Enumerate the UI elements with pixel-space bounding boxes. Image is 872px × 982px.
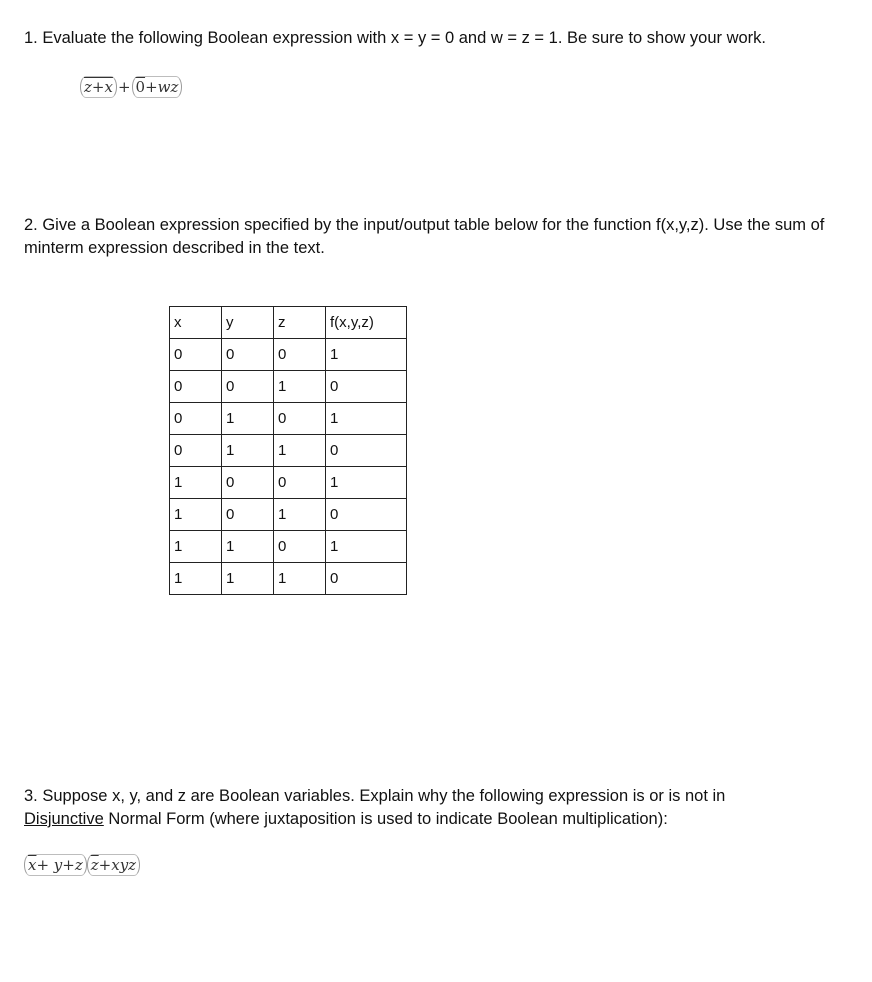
question-1-text: 1. Evaluate the following Boolean expression with x = y = 0 and w = z = 1. Be sure to show your work. <box>24 29 766 47</box>
header-cell-x: x <box>170 307 222 339</box>
table-cell: 0 <box>326 563 407 595</box>
expression-term: +wz <box>145 78 179 96</box>
question-3-text-after: Normal Form (where juxtaposition is used to indicate Boolean multiplication): <box>103 810 668 828</box>
table-row <box>170 435 407 467</box>
table-cell: 0 <box>326 499 407 531</box>
table-cell: 1 <box>274 563 326 595</box>
table-cell: 1 <box>222 403 274 435</box>
table-row <box>170 339 407 371</box>
table-cell: 1 <box>326 467 407 499</box>
table-cell: 1 <box>222 563 274 595</box>
table-header-row <box>170 307 407 339</box>
plus-operator: + <box>117 78 131 96</box>
table-cell: 1 <box>326 339 407 371</box>
question-1-expression <box>80 76 182 98</box>
expression-term: + y+z <box>36 856 83 874</box>
table-cell: 1 <box>274 371 326 403</box>
table-cell: 0 <box>222 371 274 403</box>
table-cell: 0 <box>170 435 222 467</box>
question-3-text <box>24 785 844 831</box>
zero-complement: 0 <box>135 78 146 96</box>
expression-group <box>132 76 183 98</box>
table-cell: 0 <box>326 371 407 403</box>
table-cell: 1 <box>170 531 222 563</box>
expression-group <box>24 854 87 876</box>
table-cell: 1 <box>274 499 326 531</box>
table-cell: 0 <box>222 467 274 499</box>
table-cell: 0 <box>274 339 326 371</box>
expression-group-overlined: z+x <box>80 76 117 98</box>
table-cell: 1 <box>274 435 326 467</box>
expression-term: +xyz <box>98 856 137 874</box>
question-3-expression <box>24 854 140 876</box>
header-cell-y: y <box>222 307 274 339</box>
table-row <box>170 499 407 531</box>
header-cell-f: f(x,y,z) <box>326 307 407 339</box>
table-cell: 0 <box>274 403 326 435</box>
table-row <box>170 403 407 435</box>
table-cell: 1 <box>326 531 407 563</box>
table-row <box>170 371 407 403</box>
table-cell: 1 <box>222 531 274 563</box>
table-row <box>170 563 407 595</box>
table-cell: 0 <box>274 531 326 563</box>
table-row <box>170 531 407 563</box>
table-cell: 1 <box>170 467 222 499</box>
table-cell: 0 <box>222 339 274 371</box>
table-cell: 1 <box>170 563 222 595</box>
table-cell: 0 <box>326 435 407 467</box>
z-complement: $\overline{z}$ <box>90 856 99 874</box>
table-row <box>170 467 407 499</box>
table-cell: 0 <box>170 403 222 435</box>
expression-group <box>87 854 140 876</box>
header-cell-z: z <box>274 307 326 339</box>
table-cell: 0 <box>274 467 326 499</box>
table-cell: 1 <box>170 499 222 531</box>
x-complement: $\overline{x}$ <box>28 856 37 874</box>
table-cell: 1 <box>326 403 407 435</box>
question-2-text: 2. Give a Boolean expression specified by the input/output table below for the function f(x,y,z). Use the sum of minterm expression described in the text. <box>24 216 825 257</box>
truth-table <box>169 306 407 595</box>
table-cell: 1 <box>222 435 274 467</box>
underlined-term: Disjunctive <box>24 810 104 828</box>
table-cell: 0 <box>222 499 274 531</box>
table-cell: 0 <box>170 339 222 371</box>
question-3-text-before: 3. Suppose x, y, and z are Boolean variables. Explain why the following expression is or is not in <box>24 787 726 805</box>
table-cell: 0 <box>170 371 222 403</box>
